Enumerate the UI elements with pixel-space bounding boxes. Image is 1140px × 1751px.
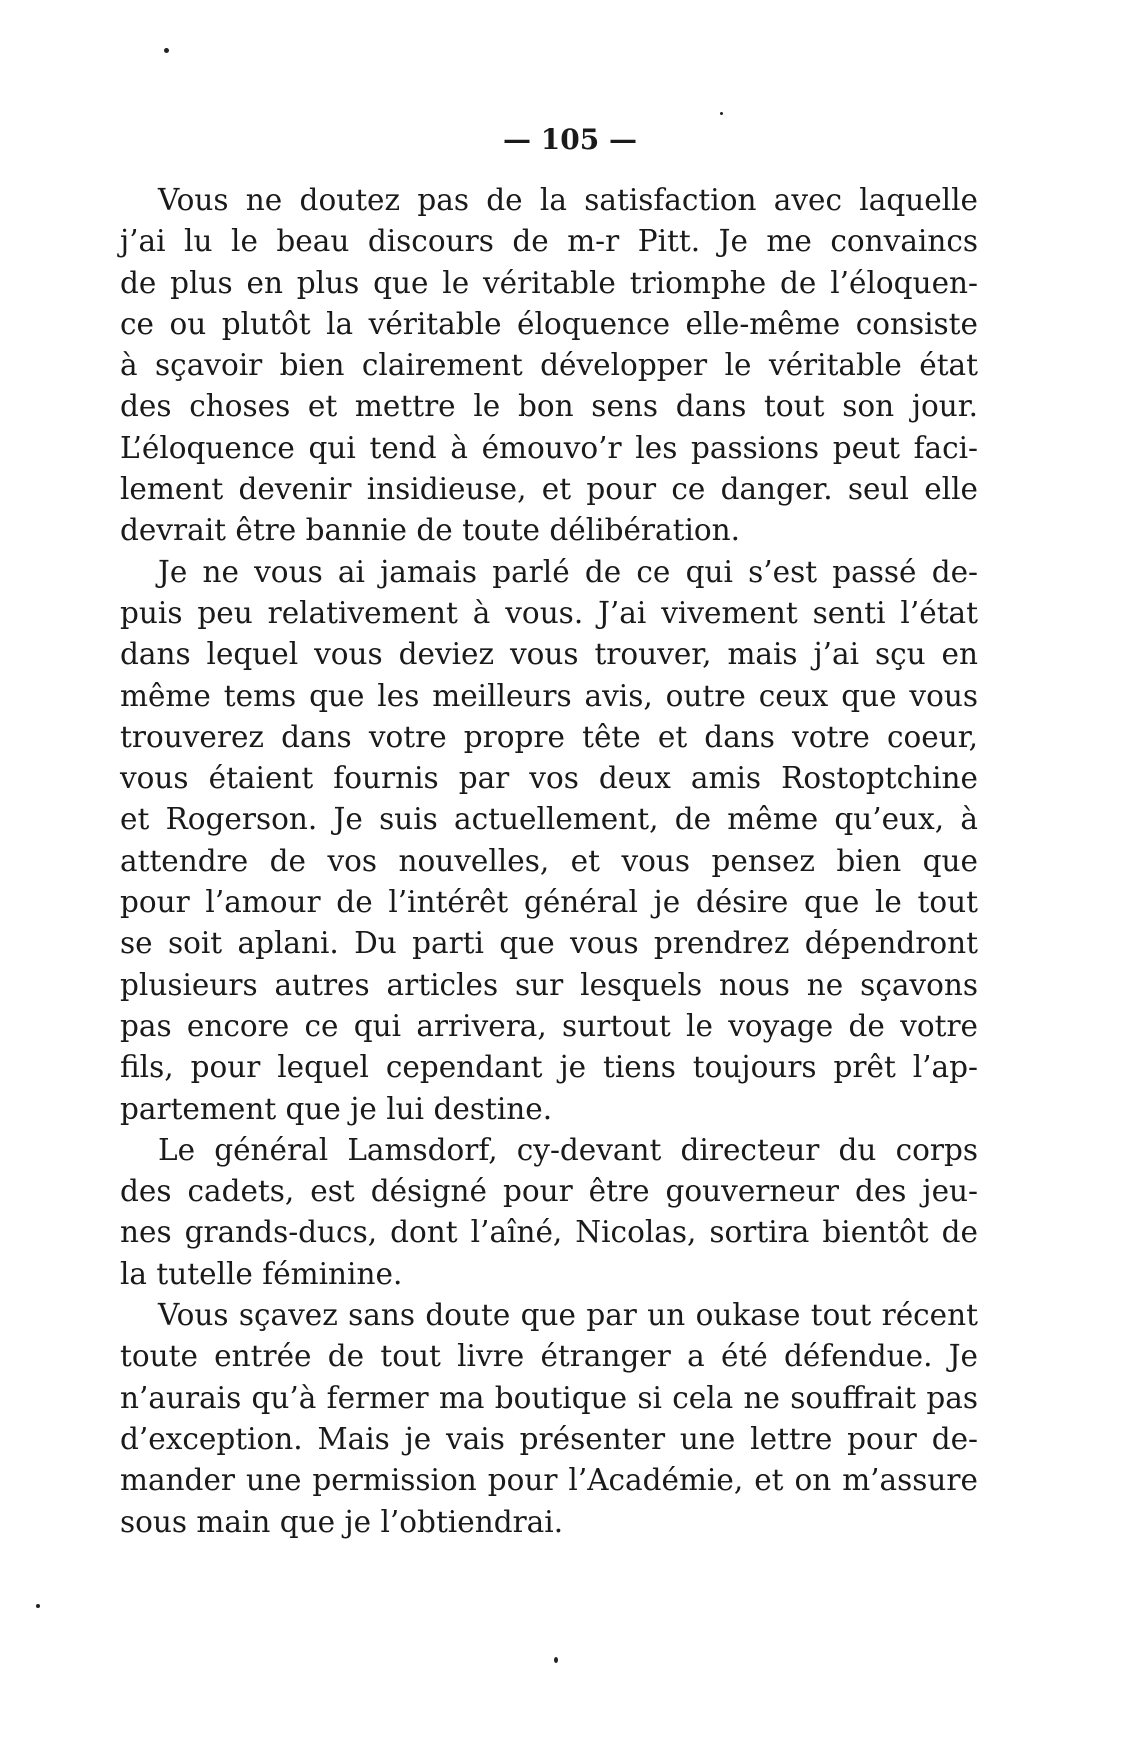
paragraph-1 bbox=[120, 180, 978, 552]
text-line: la tutelle féminine. bbox=[120, 1256, 403, 1291]
text-line: mander une permission pour l’Académie, et on m’assure bbox=[120, 1463, 978, 1498]
text-line: pour l’amour de l’intérêt général je désire que le tout bbox=[120, 885, 978, 920]
scan-speck bbox=[554, 1657, 558, 1663]
text-line: pas encore ce qui arrivera, surtout le voyage de votre bbox=[120, 1008, 978, 1043]
text-line: partement que je lui destine. bbox=[120, 1091, 553, 1126]
text-line: à sçavoir bien clairement développer le véritable état bbox=[120, 348, 978, 383]
scan-speck bbox=[164, 48, 169, 53]
text-line: Vous sçavez sans doute que par un oukase tout récent bbox=[158, 1298, 978, 1333]
text-line: fils, pour lequel cependant je tiens toujours prêt l’ap- bbox=[120, 1050, 978, 1085]
text-line: de plus en plus que le véritable triomphe de l’éloquen- bbox=[120, 265, 978, 300]
text-line: Vous ne doutez pas de la satisfaction avec laquelle bbox=[158, 183, 978, 217]
text-line: toute entrée de tout livre étranger a été défendue. Je bbox=[120, 1339, 978, 1374]
text-line: puis peu relativement à vous. J’ai vivement senti l’état bbox=[120, 595, 978, 630]
text-line: d’exception. Mais je vais présenter une lettre pour de- bbox=[120, 1421, 978, 1456]
text-line: vous étaient fournis par vos deux amis Rostoptchine bbox=[120, 761, 978, 796]
text-line: Je ne vous ai jamais parlé de ce qui s’est passé de- bbox=[158, 554, 978, 589]
text-line: sous main que je l’obtiendrai. bbox=[120, 1504, 564, 1539]
text-line: j’ai lu le beau discours de m-r Pitt. Je me convaincs bbox=[120, 224, 978, 259]
text-line: devrait être bannie de toute délibération. bbox=[120, 513, 741, 548]
text-line: se soit aplani. Du parti que vous prendrez dépendront bbox=[120, 926, 978, 961]
text-line: Le général Lamsdorf, cy-devant directeur du corps bbox=[158, 1132, 978, 1167]
text-line: dans lequel vous deviez vous trouver, mais j’ai sçu en bbox=[120, 637, 978, 672]
text-line: lement devenir insidieuse, et pour ce danger. seul elle bbox=[120, 472, 978, 507]
text-line: ce ou plutôt la véritable éloquence elle-même consiste bbox=[120, 306, 978, 341]
text-line: trouverez dans votre propre tête et dans votre coeur, bbox=[120, 719, 978, 754]
text-line: L’éloquence qui tend à émouvo’r les passions peut faci- bbox=[120, 430, 978, 465]
body-text bbox=[120, 180, 978, 1543]
text-line: des cadets, est désigné pour être gouverneur des jeu- bbox=[120, 1174, 978, 1209]
text-line: et Rogerson. Je suis actuellement, de même qu’eux, à bbox=[120, 802, 978, 837]
text-line: plusieurs autres articles sur lesquels nous ne sçavons bbox=[120, 967, 978, 1002]
text-line: nes grands-ducs, dont l’aîné, Nicolas, sortira bientôt de bbox=[120, 1215, 978, 1250]
text-line: des choses et mettre le bon sens dans tout son jour. bbox=[120, 389, 978, 424]
text-line: n’aurais qu’à fermer ma boutique si cela ne souffrait pas bbox=[120, 1380, 978, 1415]
text-line: même tems que les meilleurs avis, outre ceux que vous bbox=[120, 678, 978, 713]
scan-speck bbox=[720, 112, 723, 115]
paragraph-2 bbox=[120, 552, 978, 1130]
page-number-header: — 105 — bbox=[503, 123, 637, 156]
text-line: attendre de vos nouvelles, et vous pensez bien que bbox=[120, 843, 978, 878]
paragraph-3 bbox=[120, 1130, 978, 1295]
paragraph-4 bbox=[120, 1295, 978, 1543]
scan-speck bbox=[36, 1604, 40, 1608]
